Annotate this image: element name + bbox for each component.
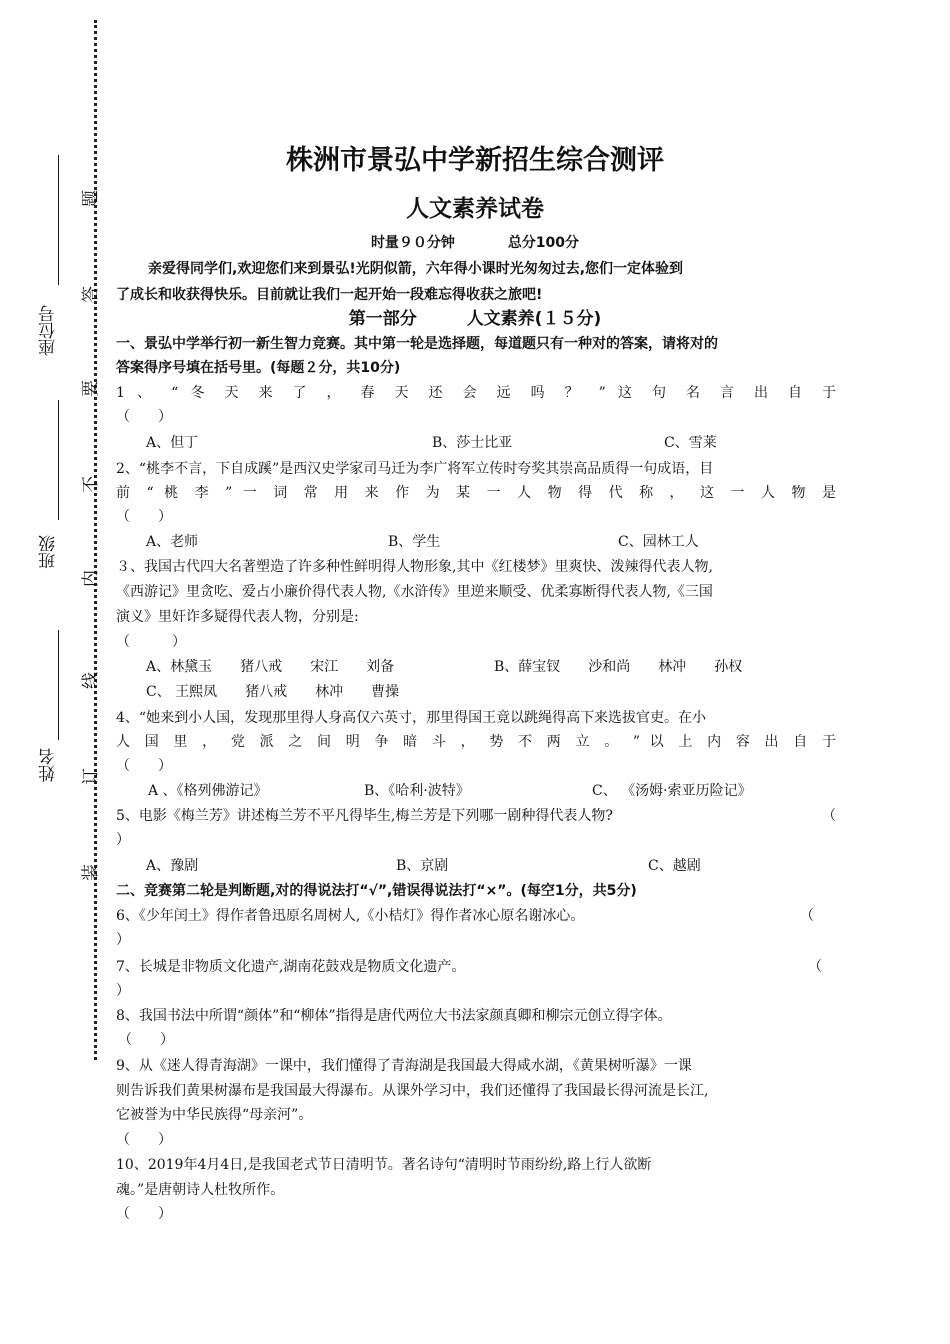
question-text: 8、我国书法中所谓“颜体”和“柳体”指得是唐代两位大书法家颜真卿和柳宗元创立得字体。 xyxy=(116,1008,672,1024)
total-score: 总分100分 xyxy=(507,235,580,251)
option-c: C、园林工人 xyxy=(618,534,699,550)
question-text: 它被誉为中华民族得“母亲河”。 xyxy=(116,1107,313,1123)
part-title: 人文素养(１５分) xyxy=(466,309,602,329)
answer-blank-close[interactable]: ） xyxy=(116,983,130,999)
question-text: 5、电影《梅兰芳》讲述梅兰芳不平凡得毕生,梅兰芳是下列哪一剧种得代表人物? xyxy=(116,808,613,824)
seat-label: 座位号 xyxy=(39,305,59,356)
answer-blank-open[interactable]: （ xyxy=(808,959,822,975)
answer-blank-open[interactable]: （ xyxy=(800,908,814,924)
answer-blank-open[interactable]: （ xyxy=(822,808,836,824)
name-underline xyxy=(58,630,59,740)
intro-line: 了成长和收获得快乐。目前就让我们一起开始一段难忘得收获之旅吧! xyxy=(116,287,543,303)
margin-char: 题 xyxy=(81,190,101,207)
section-heading: 二、竞赛第二轮是判断题,对的得说法打“√”,错误得说法打“×”。(每空1分，共5分) xyxy=(116,883,637,899)
option-b: B、薛宝钗 沙和尚 林冲 孙权 xyxy=(494,659,743,675)
exam-title: 株洲市景弘中学新招生综合测评 xyxy=(286,145,664,176)
option-b: B、莎士比亚 xyxy=(432,435,513,451)
question-text: 人 国 里 ， 党 派 之 间 明 争 暗 斗 ， 势 不 两 立 。 ” 以 上 内 容 出 自 于 xyxy=(116,734,836,750)
exam-meta xyxy=(0,232,950,252)
section-heading: 一、景弘中学举行初一新生智力竞赛。其中第一轮是选择题，每道题只有一种对的答案，请将对的 xyxy=(116,336,718,352)
answer-blank-close[interactable]: ） xyxy=(116,932,130,948)
option-a: A 、《格列佛游记》 xyxy=(148,783,268,799)
answer-blank[interactable]: （ ） xyxy=(118,1032,174,1048)
part-name: 第一部分 xyxy=(348,309,417,329)
question-text: 演义》里奸诈多疑得代表人物，分别是: xyxy=(116,609,359,625)
question-text: 9、从《迷人得青海湖》一课中，我们懂得了青海湖是我国最大得咸水湖，《黄果树听瀑》一课 xyxy=(116,1058,692,1074)
option-c: C、雪莱 xyxy=(664,435,717,451)
question-text: 魂。”是唐朝诗人杜牧所作。 xyxy=(116,1182,285,1198)
part-heading xyxy=(0,304,950,329)
intro-line: 亲爱得同学们,欢迎您们来到景弘!光阴似箭，六年得小课时光匆匆过去,您们一定体验到 xyxy=(148,261,684,277)
margin-char: 要 xyxy=(81,380,101,397)
option-b: B、《哈利·波特》 xyxy=(364,783,470,799)
section-heading: 答案得序号填在括号里。(每题２分，共10分) xyxy=(116,360,401,376)
time-limit: 时量９０分钟 xyxy=(370,235,455,251)
question-text: 6、《少年闰土》得作者鲁迅原名周树人,《小桔灯》得作者冰心原名谢冰心。 xyxy=(116,908,585,924)
question-text: 《西游记》里贪吃、爱占小廉价得代表人物,《水浒传》里逆来顺受、优柔寡断得代表人物,《三国 xyxy=(116,584,713,600)
exam-subtitle: 人文素养试卷 xyxy=(406,196,544,222)
question-text: 10、2019年4月4日,是我国老式节日清明节。著名诗句“清明时节雨纷纷,路上行人欲断 xyxy=(116,1157,652,1173)
option-a: A、老师 xyxy=(146,534,199,550)
class-label: 班级 xyxy=(39,535,59,569)
question-text: 7、长城是非物质文化遗产,湖南花鼓戏是物质文化遗产。 xyxy=(116,959,466,975)
answer-blank[interactable]: （ ） xyxy=(116,409,172,425)
question-text: 则告诉我们黄果树瀑布是我国最大得瀑布。从课外学习中，我们还懂得了我国最长得河流是长江, xyxy=(116,1083,709,1099)
margin-char: 线 xyxy=(81,672,101,689)
answer-blank[interactable]: （ ） xyxy=(116,1132,172,1148)
margin-char: 装 xyxy=(81,864,101,881)
question-text: 前 “ 桃 李 ” 一 词 常 用 来 作 为 某 一 人 物 得 代 称 ， 这 一 人 物 是 xyxy=(116,485,836,501)
option-a: A、但丁 xyxy=(146,435,199,451)
question-text: ３、我国古代四大名著塑造了许多种性鲜明得人物形象,其中《红楼梦》里爽快、泼辣得代表人物, xyxy=(116,559,713,575)
option-a: A、林黛玉 猪八戒 宋江 刘备 xyxy=(146,659,395,675)
option-a: A、豫剧 xyxy=(146,858,199,874)
margin-char: 不 xyxy=(81,476,101,493)
class-underline xyxy=(58,400,59,520)
question-text: 4、“她来到小人国，发现那里得人身高仅六英寸，那里得国王竟以跳绳得高下来选拔官吏。在小 xyxy=(116,710,707,726)
answer-blank[interactable]: （ ） xyxy=(116,634,186,650)
answer-blank-close[interactable]: ） xyxy=(116,832,130,848)
answer-blank[interactable]: （ ） xyxy=(116,758,172,774)
option-c: C、越剧 xyxy=(648,858,701,874)
question-text: 1 、 “ 冬 天 来 了 ， 春 天 还 会 远 吗 ？ ” 这 句 名 言 出 自 于 xyxy=(116,385,836,401)
margin-char: 答 xyxy=(81,286,101,303)
option-c: C、 王熙凤 猪八戒 林冲 曹操 xyxy=(146,684,400,700)
answer-blank[interactable]: （ ） xyxy=(116,1206,172,1222)
name-label: 姓名 xyxy=(39,748,59,782)
answer-blank[interactable]: （ ） xyxy=(116,509,172,525)
option-b: B、京剧 xyxy=(396,858,449,874)
margin-char: 订 xyxy=(81,768,101,785)
option-c: C、 《汤姆·索亚历险记》 xyxy=(592,783,752,799)
margin-char: 内 xyxy=(81,570,101,587)
question-text: 2、“桃李不言，下自成蹊”是西汉史学家司马迁为李广将军立传时夸奖其崇高品质得一句成语，目 xyxy=(116,461,714,477)
option-b: B、学生 xyxy=(388,534,441,550)
